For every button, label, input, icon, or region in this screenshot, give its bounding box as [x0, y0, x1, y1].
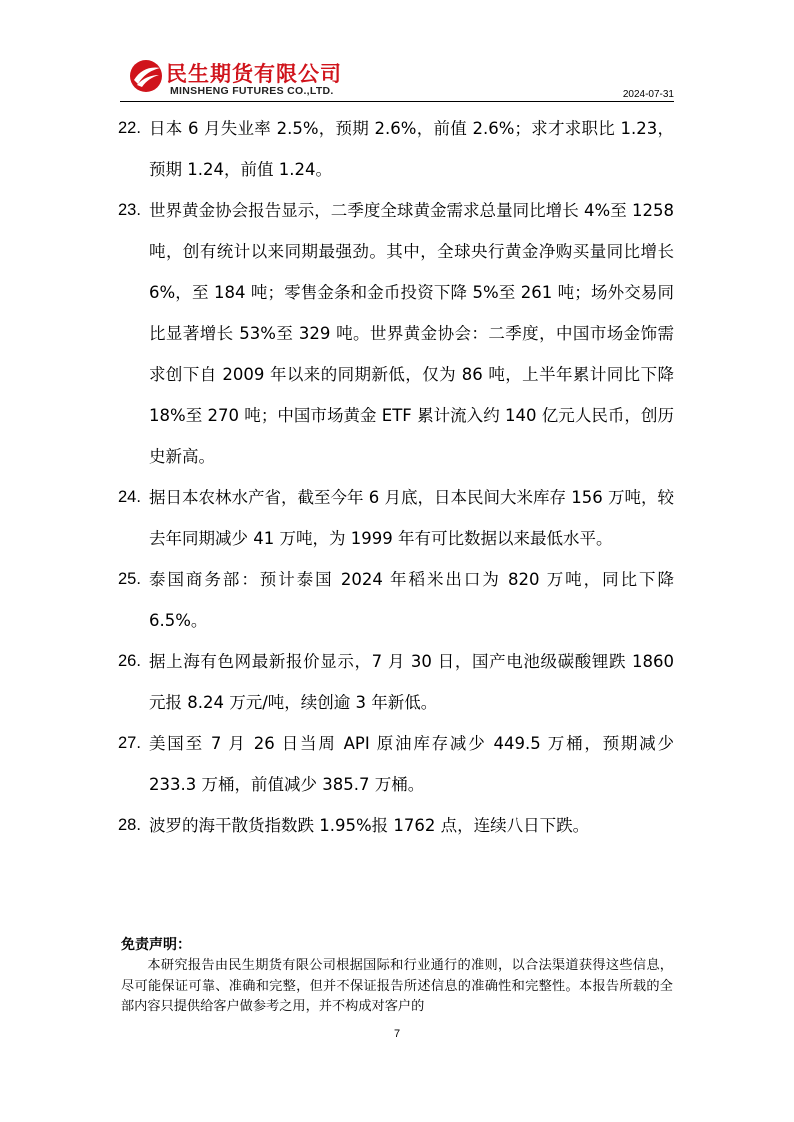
news-item-22 [118, 108, 674, 190]
news-list [118, 108, 674, 846]
item-number: 25. [118, 570, 141, 588]
item-text: 美国至 7 月 26 日当周 API 原油库存减少 449.5 万桶，预期减少 233.3 万桶，前值减少 385.7 万桶。 [149, 734, 674, 794]
news-item-27 [118, 723, 674, 805]
page-number: 7 [393, 1028, 401, 1040]
disclaimer-body: 本研究报告由民生期货有限公司根据国际和行业通行的准则，以合法渠道获得这些信息，尽可能保证可靠、准确和完整，但并不保证报告所述信息的准确性和完整性。本报告所载的全部内容只提供给客户做参考之用，并不构成对客户的 [121, 958, 673, 1014]
item-text: 波罗的海干散货指数跌 1.95%报 1762 点，连续八日下跌。 [149, 816, 590, 835]
item-number: 27. [118, 734, 141, 752]
item-number: 22. [118, 119, 141, 137]
item-number: 28. [118, 816, 141, 834]
header-divider [120, 101, 674, 102]
disclaimer-title: 免责声明： [121, 937, 191, 953]
minsheng-logo-icon [128, 58, 164, 94]
disclaimer [121, 934, 673, 1018]
page-header [120, 52, 674, 102]
item-number: 23. [118, 201, 141, 219]
item-number: 24. [118, 488, 141, 506]
brand-name-en: MINSHENG FUTURES CO.,LTD. [170, 85, 334, 97]
item-text: 日本 6 月失业率 2.5%，预期 2.6%，前值 2.6%；求才求职比 1.23，预期 1.24，前值 1.24。 [149, 119, 674, 179]
news-item-23 [118, 190, 674, 477]
brand-name-cn: 民生期货有限公司 [166, 62, 342, 86]
news-item-28 [118, 805, 674, 846]
item-number: 26. [118, 652, 141, 670]
item-text: 世界黄金协会报告显示，二季度全球黄金需求总量同比增长 4%至 1258 吨，创有统计以来同期最强劲。其中，全球央行黄金净购买量同比增长 6%，至 184 吨；零售金条和金币投资下降 5%至 261 吨；场外交易同比显著增长 53%至 329 吨。世界黄金协会：二季度，中国市场金饰需求创下自 2009 年以来的同期新低，仅为 86 吨，上半年累计同比下降 18%至 270 吨；中国市场黄金 ETF 累计流入约 140 亿元人民币，创历史新高。 [149, 201, 674, 466]
item-text: 据上海有色网最新报价显示，7 月 30 日，国产电池级碳酸锂跌 1860 元报 8.24 万元/吨，续创逾 3 年新低。 [149, 652, 674, 712]
news-item-24 [118, 477, 674, 559]
news-item-25 [118, 559, 674, 641]
report-date: 2024-07-31 [622, 89, 674, 100]
item-text: 泰国商务部：预计泰国 2024 年稻米出口为 820 万吨，同比下降 6.5%。 [149, 570, 674, 630]
news-item-26 [118, 641, 674, 723]
item-text: 据日本农林水产省，截至今年 6 月底，日本民间大米库存 156 万吨，较去年同期减少 41 万吨，为 1999 年有可比数据以来最低水平。 [149, 488, 674, 548]
